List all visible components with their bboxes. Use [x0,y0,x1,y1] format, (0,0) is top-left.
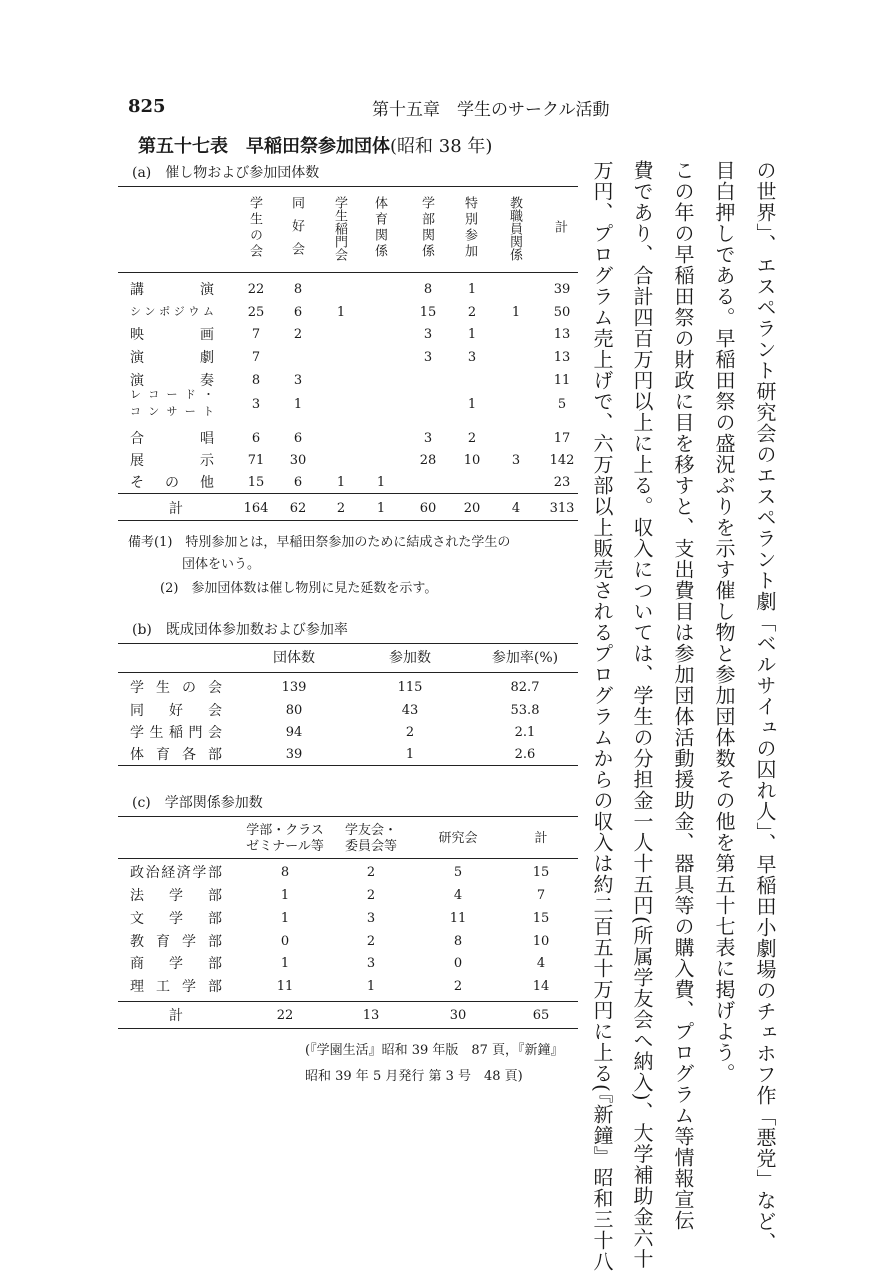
table-cell: 8 [280,865,290,880]
table-cell: 7 [251,350,261,365]
table-cell: 30 [289,453,307,468]
table-cell: 3 [467,350,477,365]
table-cell: 1 [467,282,477,297]
table-cell: 23 [553,475,571,490]
row-label: 同好会 [130,703,222,719]
table-b-bottom-rule [118,765,578,766]
table-cell: 80 [285,703,303,718]
table-cell: 13 [553,350,571,365]
table-cell: 17 [553,431,571,446]
col-header-gakusei-no-kai: 学生の会 [247,196,262,260]
table-cell: 3 [423,431,433,446]
table-c-total-rule [118,1001,578,1002]
total-cell: 313 [549,501,575,516]
table-cell: 2.1 [514,725,536,740]
table-cell: 71 [247,453,265,468]
total-cell: 164 [243,501,269,516]
table-cell: 1 [336,305,346,320]
table-cell: 3 [293,373,303,388]
total-label: 計 [169,501,183,517]
note-1-cont: 団体をいう。 [182,557,261,572]
total-cell: 65 [532,1008,550,1023]
col-header: 団体数 [273,650,315,666]
table-cell: 6 [293,431,303,446]
table-cell: 4 [453,888,463,903]
table-c-header-rule [118,858,578,859]
table-title-year: (昭和 38 年) [390,136,493,157]
col-header: 計 [534,831,548,846]
row-label: 学生稲門会 [130,725,222,741]
row-label: コンサート [130,405,214,418]
table-cell: 5 [453,865,463,880]
total-cell: 13 [362,1008,380,1023]
row-label: レコード・ [130,388,214,401]
table-cell: 43 [401,703,419,718]
col-header-gakusei-tomonkai: 学生稲門会 [332,196,347,261]
col-header-taiiku: 体育関係 [372,196,387,260]
table-cell: 3 [251,397,261,412]
row-label: 文学部 [130,911,222,927]
table-cell: 7 [536,888,546,903]
table-cell: 2 [467,305,477,320]
total-cell: 4 [511,501,521,516]
col-header: ゼミナール等 [246,839,324,854]
body-line-2: 目白押しである。早稲田祭の盛況ぶりを示す催し物と参加団体数その他を第五十七表に掲げよう。 [712,160,736,1084]
table-cell: 15 [532,911,550,926]
table-cell: 139 [281,680,307,695]
table-cell: 8 [453,934,463,949]
body-line-1: の世界」、エスペラント研究会のエスペラント劇「ベルサイュの囚れ人」、早稲田小劇場のチェホフ作「悪党」など、 [753,160,777,1253]
table-a-top-rule [118,186,578,187]
col-header: 参加数 [389,650,431,666]
table-cell: 2 [293,327,303,342]
table-cell: 53.8 [510,703,540,718]
table-cell: 13 [553,327,571,342]
row-label: 展示 [130,453,214,469]
table-a-header-rule [118,272,578,273]
col-header: 研究会 [438,831,478,846]
col-header: 学部・クラス [246,823,324,838]
table-cell: 15 [247,475,265,490]
total-cell: 2 [336,501,346,516]
row-label: 教育学部 [130,934,222,950]
table-cell: 39 [553,282,571,297]
table-cell: 1 [293,397,303,412]
table-cell: 28 [419,453,437,468]
table-cell: 1 [280,888,290,903]
table-cell: 1 [511,305,521,320]
table-cell: 1 [376,475,386,490]
table-cell: 8 [423,282,433,297]
table-c-bottom-rule [118,1028,578,1029]
body-line-3: この年の早稲田祭の財政に目を移すと、支出費目は参加団体活動援助金、器具等の購入費、プログラム等情報宣伝 [671,160,695,1231]
body-line-4: 費であり、合計四百万円以上に上る。収入については、学生の分担金一人十五円(所属学友会へ納入)、大学補助金六十 [630,160,654,1270]
table-cell: 11 [276,979,294,994]
table-cell: 2 [405,725,415,740]
table-cell: 115 [397,680,423,695]
row-label: 演奏 [130,373,214,389]
table-a-total-rule [118,493,578,494]
table-cell: 142 [549,453,575,468]
table-cell: 11 [449,911,467,926]
table-title-main: 第五十七表 早稲田祭参加団体 [138,136,390,157]
table-cell: 50 [553,305,571,320]
row-label: 法学部 [130,888,222,904]
table-cell: 10 [463,453,481,468]
row-label: 学生の会 [130,680,222,696]
col-header: 参加率(%) [491,650,559,666]
col-header: 委員会等 [344,839,397,854]
page-number: 825 [128,96,166,117]
table-c-subtitle: (c) 学部関係参加数 [132,795,263,811]
table-cell: 8 [251,373,261,388]
table-cell: 2 [366,934,376,949]
table-cell: 1 [405,747,415,762]
table-cell: 3 [423,327,433,342]
table-cell: 1 [280,911,290,926]
table-cell: 2 [467,431,477,446]
table-cell: 2 [366,865,376,880]
table-cell: 8 [293,282,303,297]
table-cell: 15 [419,305,437,320]
table-cell: 3 [366,956,376,971]
note-1: 備考(1) 特別参加とは，早稲田祭参加のために結成された学生の [128,535,511,550]
total-cell: 62 [289,501,307,516]
source-citation: (『学園生活』昭和 39 年版 87 頁，『新鐘』昭和 39 年 5 月発行 第 3 号 48 頁) [305,1043,564,1084]
table-cell: 7 [251,327,261,342]
table-cell: 5 [557,397,567,412]
row-label: 映画 [130,327,214,343]
table-b-header-rule [118,672,578,673]
table-cell: 3 [511,453,521,468]
row-label: 体育各部 [130,747,222,763]
table-cell: 82.7 [510,680,540,695]
table-cell: 3 [366,911,376,926]
table-cell: 6 [293,305,303,320]
row-label: シンポジウム [130,305,214,318]
col-header-doukoukai: 同好会 [289,196,304,265]
table-cell: 39 [285,747,303,762]
table-cell: 14 [532,979,550,994]
table-cell: 0 [280,934,290,949]
note-2: (2) 参加団体数は催し物別に見た延数を示す。 [160,581,438,596]
table-cell: 94 [285,725,303,740]
table-cell: 6 [251,431,261,446]
col-header-kyoshokuin: 教職員関係 [507,196,522,261]
table-c-top-rule [118,816,578,817]
row-label: 講演 [130,282,214,298]
table-title [138,132,492,158]
row-label: 合唱 [130,431,214,447]
table-a-bottom-rule [118,520,578,521]
col-header-total: 計 [552,220,567,236]
table-cell: 4 [536,956,546,971]
col-header-gakubu: 学部関係 [419,196,434,260]
col-header-tokubetsu: 特別参加 [462,196,477,260]
table-cell: 22 [247,282,265,297]
row-label: 政治経済学部 [130,865,222,881]
body-line-5: 万円、プログラム売上げで、六万部以上販売されるプログラムからの収入は約二百五十万円に上る(『新鐘』昭和三十八 [590,160,614,1272]
total-cell: 30 [449,1008,467,1023]
row-label: 演劇 [130,350,214,366]
total-cell: 20 [463,501,481,516]
chapter-title: 第十五章 学生のサークル活動 [372,100,610,120]
table-cell: 1 [366,979,376,994]
total-cell: 60 [419,501,437,516]
table-cell: 0 [453,956,463,971]
table-cell: 10 [532,934,550,949]
table-cell: 3 [423,350,433,365]
table-b-subtitle: (b) 既成団体参加数および参加率 [132,622,348,638]
table-cell: 15 [532,865,550,880]
col-header: 学友会・ [344,823,397,838]
row-label: その他 [130,475,214,491]
table-a-subtitle: (a) 催し物および参加団体数 [132,165,320,181]
table-cell: 2 [453,979,463,994]
total-label: 計 [169,1008,183,1024]
table-cell: 6 [293,475,303,490]
table-cell: 1 [336,475,346,490]
row-label: 商学部 [130,956,222,972]
row-label: 理工学部 [130,979,222,995]
table-cell: 2 [366,888,376,903]
table-cell: 1 [467,327,477,342]
table-cell: 25 [247,305,265,320]
table-b-top-rule [118,643,578,644]
table-cell: 1 [280,956,290,971]
table-cell: 2.6 [514,747,536,762]
total-cell: 22 [276,1008,294,1023]
table-cell: 11 [553,373,571,388]
table-cell: 1 [467,397,477,412]
total-cell: 1 [376,501,386,516]
